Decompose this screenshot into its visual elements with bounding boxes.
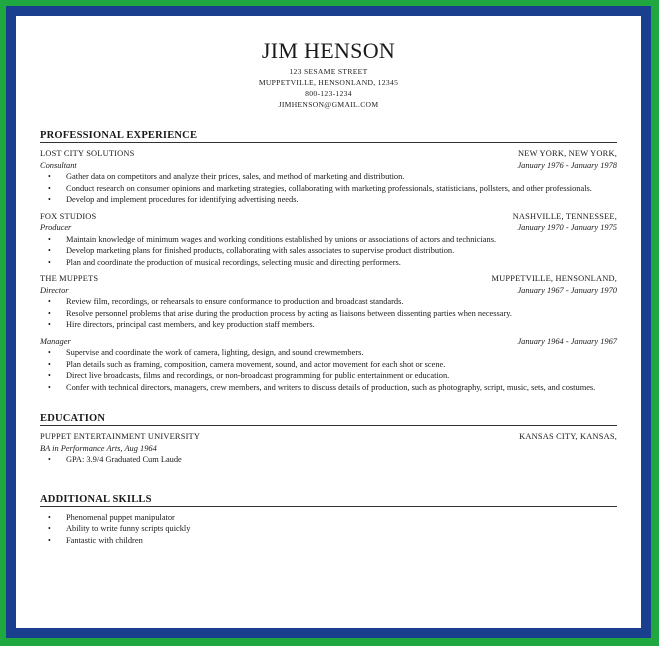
job-bullets: [40, 296, 617, 331]
organization-name: LOST CITY SOLUTIONS: [40, 149, 135, 158]
school-name: PUPPET ENTERTAINMENT UNIVERSITY: [40, 432, 201, 441]
list-item: • Maintain knowledge of minimum wages and working conditions established by unions or associations of actors and technicians.: [66, 234, 617, 246]
education-bullets: [40, 454, 617, 466]
list-item: • Develop marketing plans for finished products, collaborating with sales associates to supervise product distribution.: [66, 245, 617, 257]
job-dates: January 1970 - January 1975: [517, 223, 617, 232]
experience-entry: [40, 273, 617, 331]
list-item: • Plan details such as framing, composition, camera movement, sound, and actor movement for each shot or scene.: [66, 359, 617, 371]
city-address: MUPPETVILLE, HENSONLAND, 12345: [258, 78, 399, 87]
experience-header-row: [40, 148, 617, 160]
list-item: • Conduct research on consumer opinions and marketing strategies, collaborating with marketing professionals, statisticians, pollsters, and other professionals.: [66, 183, 617, 195]
job-role: Consultant: [40, 160, 77, 170]
job-bullets: [40, 347, 617, 393]
job-bullets: [40, 171, 617, 206]
experience-entry: [40, 336, 617, 394]
role-row: [40, 160, 617, 172]
list-item: • Direct live broadcasts, films and recordings, or non-broadcast programming for public entertainment or education.: [66, 370, 617, 382]
section-title-education: EDUCATION: [40, 413, 617, 426]
list-item: • Supervise and coordinate the work of camera, lighting, design, and sound crewmembers.: [66, 347, 617, 359]
street-address: 123 SESAME STREET: [289, 67, 368, 76]
candidate-name: JIM HENSON: [261, 38, 396, 63]
email-address: JIMHENSON@GMAIL.COM: [278, 100, 379, 109]
job-dates: January 1964 - January 1967: [517, 336, 617, 346]
skills-list: [40, 512, 617, 547]
list-item: • Hire directors, principal cast members, and key production staff members.: [66, 319, 617, 331]
job-dates: January 1967 - January 1970: [517, 285, 617, 295]
experience-list: [40, 148, 617, 393]
organization-name: THE MUPPETS: [40, 274, 99, 283]
role-row: [40, 222, 617, 234]
school-location: KANSAS CITY, KANSAS,: [519, 432, 617, 441]
job-role: Director: [40, 285, 69, 295]
section-title-experience: PROFESSIONAL EXPERIENCE: [40, 130, 617, 143]
organization-location: NEW YORK, NEW YORK,: [518, 149, 617, 158]
list-item: • Fantastic with children: [66, 535, 617, 547]
list-item: • Resolve personnel problems that arise during the production process by acting as liaisons between dissenting parties when necessary.: [66, 308, 617, 320]
job-dates: January 1976 - January 1978: [517, 160, 617, 170]
experience-header-row: [40, 273, 617, 285]
degree: BA in Performance Arts, Aug 1964: [40, 443, 157, 453]
window-frame: [6, 6, 651, 638]
section-title-skills: ADDITIONAL SKILLS: [40, 494, 617, 507]
organization-location: MUPPETVILLE, HENSONLAND,: [491, 274, 617, 283]
list-item: • Phenomenal puppet manipulator: [66, 512, 617, 524]
role-row: [40, 285, 617, 297]
job-role: Producer: [40, 223, 72, 232]
organization-location: NASHVILLE, TENNESSEE,: [512, 211, 617, 221]
experience-entry: [40, 211, 617, 269]
job-role: Manager: [40, 336, 71, 346]
education-header-row: [40, 431, 617, 443]
education-entry: [40, 431, 617, 466]
phone-number: 800-123-1234: [305, 89, 352, 98]
job-bullets: [40, 234, 617, 269]
list-item: • Plan and coordinate the production of musical recordings, selecting music and directing performers.: [66, 257, 617, 269]
list-item: • Ability to write funny scripts quickly: [66, 523, 617, 535]
role-row: [40, 336, 617, 348]
experience-header-row: [40, 211, 617, 223]
list-item: • Confer with technical directors, managers, crew members, and writers to discuss details of production, such as photography, script, music, sets, and costumes.: [66, 382, 617, 394]
list-item: • Gather data on competitors and analyze their prices, sales, and method of marketing and distribution.: [66, 171, 617, 183]
resume-header: [40, 38, 617, 110]
list-item: • Review film, recordings, or rehearsals to ensure conformance to production and broadcast standards.: [66, 296, 617, 308]
list-item: • Develop and implement procedures for identifying advertising needs.: [66, 194, 617, 206]
list-item: • GPA: 3.9/4 Graduated Cum Laude: [66, 454, 617, 466]
degree-row: [40, 443, 617, 455]
organization-name: FOX STUDIOS: [40, 211, 97, 221]
experience-entry: [40, 148, 617, 206]
resume-page: [16, 16, 641, 628]
